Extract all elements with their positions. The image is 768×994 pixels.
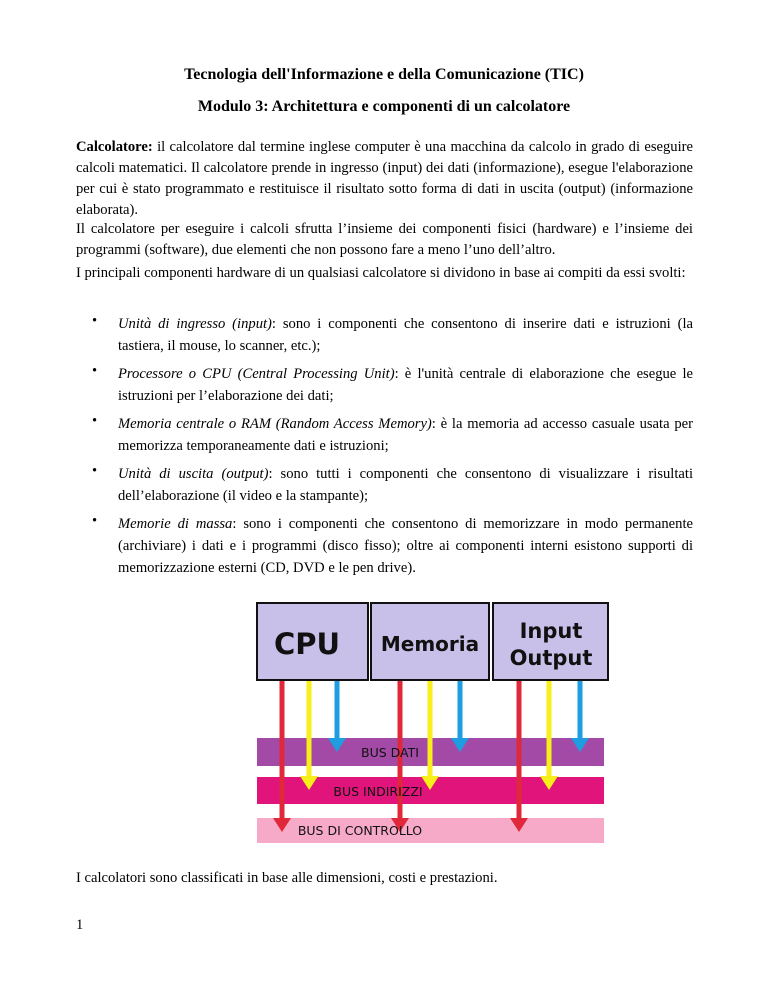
bullet-marker: •: [92, 413, 98, 429]
bullet-marker: •: [92, 363, 98, 379]
cpu-label: CPU: [273, 627, 341, 661]
list-item-text: : è l'unità centrale di elaborazione che esegue le istruzioni per l’elaborazione dei dati;: [118, 366, 693, 404]
bullet-marker: •: [92, 513, 98, 529]
bus-indirizzi-label: BUS INDIRIZZI: [333, 784, 423, 799]
document-title: Tecnologia dell'Informazione e della Comunicazione (TIC): [184, 66, 584, 83]
io-label-output: Output: [509, 646, 593, 670]
list-item-term: Processore o CPU (Central Processing Unit): [118, 366, 395, 382]
memoria-address-arrow-shaft: [428, 680, 433, 778]
paragraph-classificazione: I calcolatori sono classificati in base alle dimensioni, costi e prestazioni.: [76, 870, 498, 886]
io-data-arrow-shaft: [578, 680, 583, 740]
cpu-data-arrow-shaft: [335, 680, 340, 740]
list-item-text: : sono tutti i componenti che consentono di visualizzare i risultati dell’elaborazione (il video e la stampante);: [118, 466, 693, 504]
bullet-marker: •: [92, 463, 98, 479]
list-item-term: Memorie di massa: [118, 516, 233, 532]
list-item-text: : è la memoria ad accesso casuale usata per memorizza temporaneamente dati e istruzioni;: [118, 416, 693, 454]
paragraph-calcolatore-text: il calcolatore dal termine inglese computer è una macchina da calcolo in grado di eseguire calcoli matematici. Il calcolatore prende in ingresso (input) dei dati (informazione), esegue l'elaborazione per cui è stato programmato e restituisce il risultato sotto forma di dati in uscita (output) (informazione elaborata).: [76, 139, 693, 218]
document-subtitle: Modulo 3: Architettura e componenti di un calcolatore: [197, 98, 571, 115]
list-item-term: Unità di ingresso (input): [118, 316, 272, 332]
memoria-data-arrow-shaft: [458, 680, 463, 740]
list-item-term: Memoria centrale o RAM (Random Access Memory): [118, 416, 432, 432]
paragraph-componenti: I principali componenti hardware di un qualsiasi calcolatore si dividono in base ai compiti da essi svolti:: [76, 265, 686, 281]
cpu-address-arrow-shaft: [307, 680, 312, 778]
io-control-arrow-shaft: [517, 680, 522, 820]
page-number: 1: [76, 917, 84, 933]
list-item-text: : sono i componenti che consentono di inserire dati e istruzioni (la tastiera, il mouse, lo scanner, etc.);: [118, 316, 693, 354]
io-address-arrow-shaft: [547, 680, 552, 778]
memoria-label: Memoria: [380, 632, 480, 656]
io-label-input: Input: [519, 619, 583, 643]
bus-controllo-label: BUS DI CONTROLLO: [297, 823, 423, 838]
term-calcolatore: Calcolatore:: [76, 139, 153, 155]
list-item-term: Unità di uscita (output): [118, 466, 269, 482]
bus-dati-label: BUS DATI: [361, 745, 419, 760]
paragraph-hardware-software: Il calcolatore per eseguire i calcoli sfrutta l’insieme dei componenti fisici (hardware) e l’insieme dei programmi (software), due elementi che non possono fare a meno l’uno dell’altro.: [76, 221, 693, 258]
bullet-marker: •: [92, 313, 98, 329]
cpu-control-arrow-shaft: [280, 680, 285, 820]
list-item-text: : sono i componenti che consentono di memorizzare in modo permanente (archiviare) i dati e i programmi (disco fisso); oltre ai componenti interni esistono supporti di memorizzazione esterni (CD, DVD e le pen drive).: [118, 516, 693, 576]
